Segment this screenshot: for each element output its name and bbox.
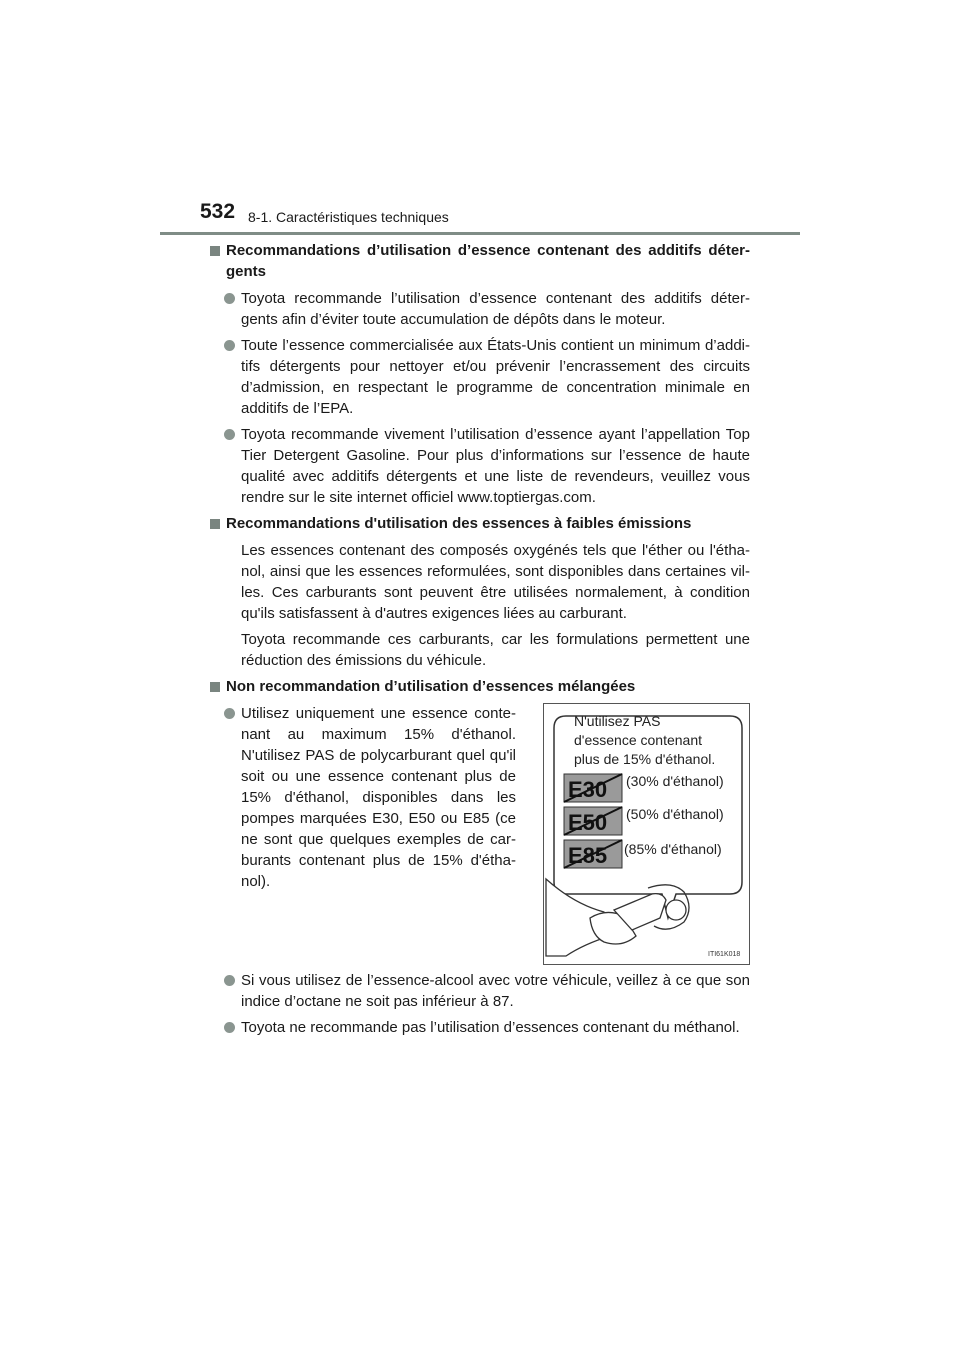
heading-detergent: Recommandations d’utilisation d’essence contenant des additifs déter-gents: [210, 240, 750, 282]
circle-bullet-icon: [224, 429, 235, 440]
warn-line-2: d'essence contenant: [574, 732, 702, 748]
ethanol-row: [210, 703, 750, 965]
section-title: 8-1. Caractéristiques techniques: [248, 209, 449, 225]
bullet-item: Utilisez uniquement une essence conte-nant au maximum 15% d'éthanol. N'utilisez PAS de polycarburant quel qu'il soit ou une essence contenant plus de 15% d'éthanol, disponibles dans les pompes marquées E30, E50 ou E85 (ce ne sont que quelques exemples de car-burants contenant plus de 15% d'étha-nol).: [210, 703, 516, 892]
fuel-nozzle-illustration: [544, 704, 749, 964]
header-rule: [160, 232, 800, 235]
bullet-item: Toyota ne recommande pas l’utilisation d’essences contenant du méthanol.: [210, 1017, 750, 1038]
square-bullet-icon: [210, 682, 220, 692]
square-bullet-icon: [210, 519, 220, 529]
heading-low-emission: Recommandations d'utilisation des essences à faibles émissions: [210, 513, 750, 534]
warn-line-1: N'utilisez PAS: [574, 713, 661, 729]
paragraph: Les essences contenant des composés oxygénés tels que l'éther ou l'étha-nol, ainsi que les essences reformulées, sont disponibles dans certaines vil-les. Ces carburants sont peuvent être utilisées normalement, à condition qu'ils satisfassent à d'autres exigences liées au carburant.: [241, 542, 750, 622]
e85-note: (85% d'éthanol): [624, 841, 722, 857]
e85-label: E85: [568, 843, 608, 868]
page-content: [210, 240, 750, 1043]
bullet-item: Toyota recommande vivement l’utilisation d’essence ayant l’appellation Top Tier Detergent Gasoline. Pour plus d’informations sur l’essence de haute qualité avec additifs détergents et une liste de revendeurs, veuillez vous rendre sur le site internet officiel www.toptiergas.com.: [210, 424, 750, 508]
e50-label: E50: [568, 810, 608, 835]
square-bullet-icon: [210, 246, 220, 256]
e50-note: (50% d'éthanol): [626, 806, 724, 822]
bullet-item: Toute l’essence commercialisée aux États-Unis contient un minimum d’addi-tifs détergents pour nettoyer et/ou prévenir l’encrassement des circuits d’admission, en respectant le programme de concentration minimale en additifs de l’EPA.: [210, 335, 750, 419]
circle-bullet-icon: [224, 340, 235, 351]
circle-bullet-icon: [224, 1022, 235, 1033]
page-header: [0, 0, 960, 240]
page-number: 532: [200, 200, 236, 223]
bullet-item: Toyota recommande l’utilisation d’essence contenant des additifs déter-gents afin d’éviter toute accumulation de dépôts dans le moteur.: [210, 288, 750, 330]
figure-code: ITI61K018: [708, 951, 741, 958]
fuel-illustration: [543, 703, 750, 965]
circle-bullet-icon: [224, 975, 235, 986]
e30-note: (30% d'éthanol): [626, 773, 724, 789]
paragraph: Toyota recommande ces carburants, car les formulations permettent une réduction des émissions du véhicule.: [241, 631, 750, 669]
e30-label: E30: [568, 777, 608, 802]
circle-bullet-icon: [224, 708, 235, 719]
circle-bullet-icon: [224, 293, 235, 304]
heading-blended-fuel: Non recommandation d’utilisation d’essences mélangées: [210, 676, 750, 697]
bullet-item: Si vous utilisez de l’essence-alcool avec votre véhicule, veillez à ce que son indice d’octane ne soit pas inférieur à 87.: [210, 970, 750, 1012]
filler-neck-sketch: [666, 900, 686, 920]
warn-line-3: plus de 15% d'éthanol.: [574, 751, 716, 767]
